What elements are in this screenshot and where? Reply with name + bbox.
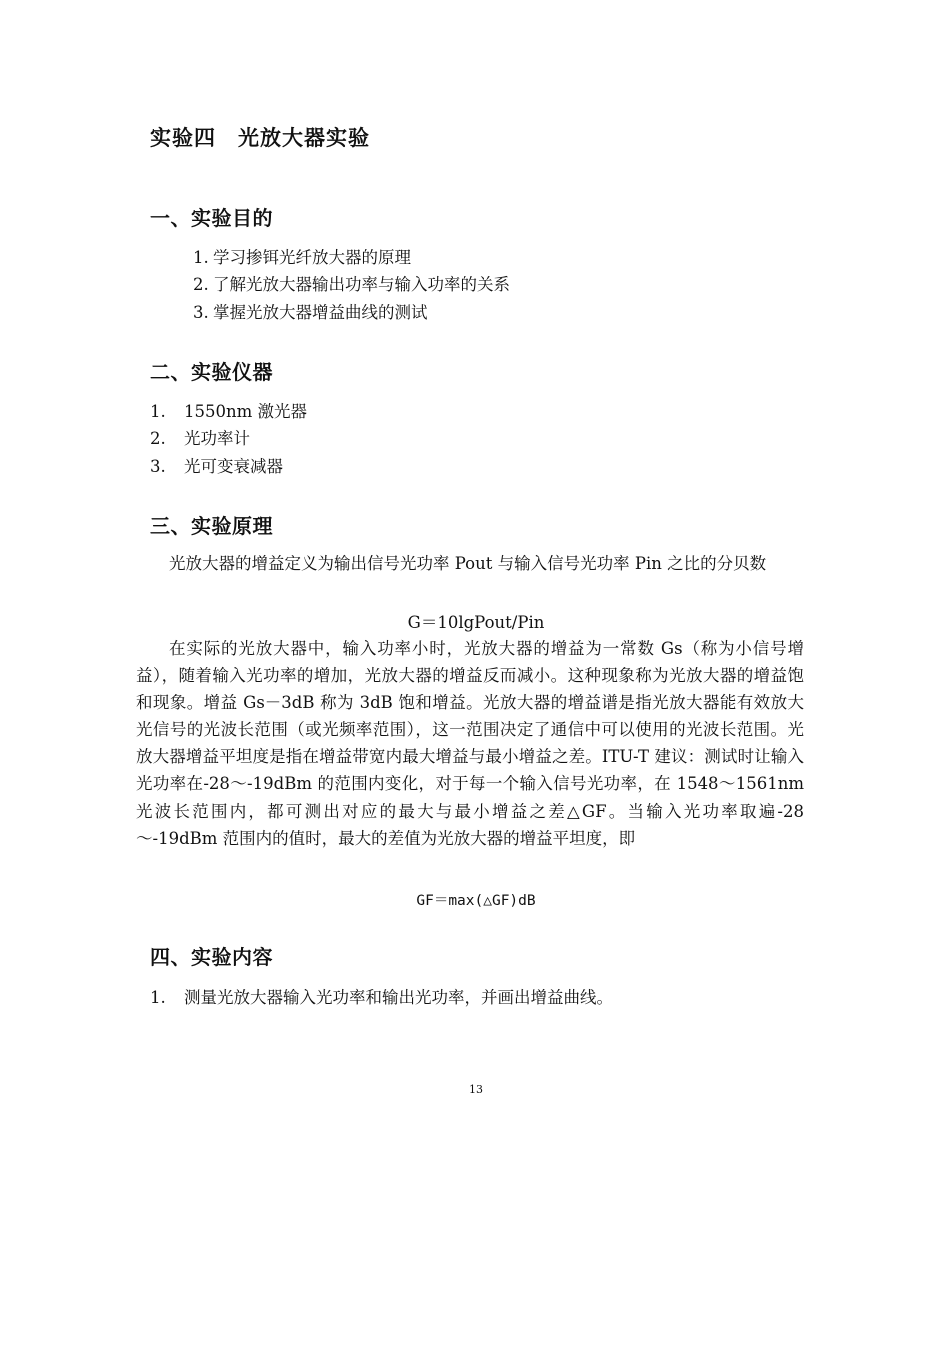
list-item-number: 2. — [150, 429, 166, 448]
list-item-number: 1. — [193, 248, 209, 267]
section-heading-principle: 三、实验原理 — [150, 514, 273, 538]
list-item — [193, 302, 428, 324]
list-item — [150, 401, 307, 423]
section-heading-objective: 一、实验目的 — [150, 206, 273, 230]
list-item-number: 2. — [193, 275, 209, 294]
list-item-number: 3. — [193, 303, 209, 322]
list-item-text: 测量光放大器输入光功率和输出光功率，并画出增益曲线。 — [184, 988, 613, 1007]
section-heading-instruments: 二、实验仪器 — [150, 360, 273, 384]
list-item-number: 1. — [150, 988, 166, 1007]
list-item-text: 1550nm 激光器 — [184, 402, 308, 421]
principle-paragraph-1: 光放大器的增益定义为输出信号光功率 Pout 与输入信号光功率 Pin 之比的分贝数 — [169, 554, 767, 573]
page-number: 13 — [469, 1083, 483, 1096]
section-heading-content: 四、实验内容 — [150, 945, 273, 969]
list-item-text: 光可变衰减器 — [184, 457, 283, 476]
list-item-number: 1. — [150, 402, 166, 421]
page-title: 实验四 光放大器实验 — [150, 126, 370, 150]
list-item-text: 学习掺铒光纤放大器的原理 — [213, 248, 411, 267]
list-item — [150, 428, 250, 450]
flatness-formula: GF＝max(△GF)dB — [416, 893, 536, 909]
list-item — [150, 987, 613, 1009]
list-item-text: 了解光放大器输出功率与输入功率的关系 — [213, 275, 510, 294]
list-item — [150, 456, 283, 478]
list-item — [193, 274, 510, 296]
list-item-text: 光功率计 — [184, 429, 250, 448]
principle-paragraph-2: 在实际的光放大器中，输入功率小时，光放大器的增益为一常数 Gs（称为小信号增益），随着输入光功率的增加，光放大器的增益反而减小。这种现象称为光放大器的增益饱和现象。增益 Gs－3dB 称为 3dB 饱和增益。光放大器的增益谱是指光放大器能有效放大光信号的光波长范围（或光频率范围），这一范围决定了通信中可以使用的光波长范围。光放大器增益平坦度是指在增益带宽内最大增益与最小增益之差。ITU-T 建议：测试时让输入光功率在-28～-19dBm 的范围内变化，对于每一个输入信号光功率，在 1548～1561nm 光波长范围内，都可测出对应的最大与最小增益之差△GF。当输入光功率取遍-28～-19dBm 范围内的值时，最大的差值为光放大器的增益平坦度，即 — [136, 639, 804, 848]
list-item-text: 掌握光放大器增益曲线的测试 — [213, 303, 428, 322]
list-item-number: 3. — [150, 457, 166, 476]
gain-formula: G＝10lgPout/Pin — [407, 613, 545, 632]
list-item — [193, 247, 411, 269]
